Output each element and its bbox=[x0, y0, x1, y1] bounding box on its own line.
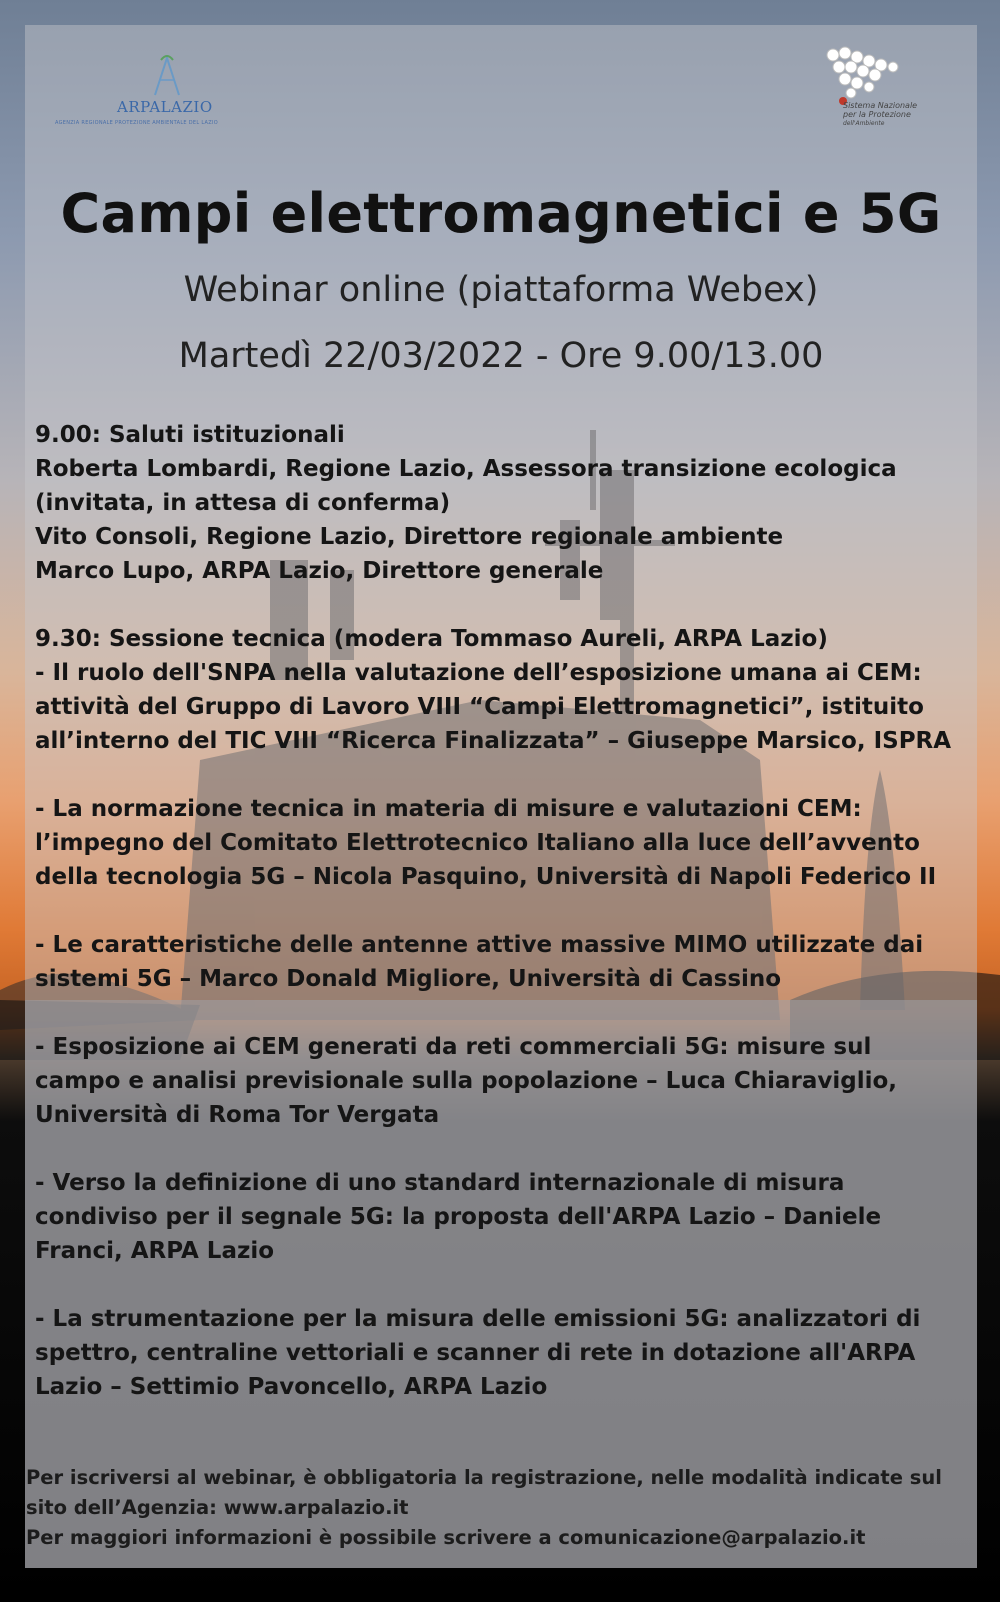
arpa-a-logo-icon bbox=[55, 50, 285, 100]
talk-line: campo e analisi previsionale sulla popolazione – Luca Chiaraviglio, bbox=[35, 1068, 898, 1094]
talk-line: spettro, centraline vettoriali e scanner di rete in dotazione all'ARPA bbox=[35, 1340, 916, 1366]
snpa-line-2: per la Protezione bbox=[843, 110, 911, 119]
footer-info bbox=[26, 1463, 976, 1553]
opening-heading: 9.00: Saluti istituzionali bbox=[35, 422, 345, 448]
talk-line: - Il ruolo dell'SNPA nella valutazione dell’esposizione umana ai CEM: bbox=[35, 660, 922, 686]
talk-line: Franci, ARPA Lazio bbox=[35, 1238, 275, 1264]
arpalazio-tagline: AGENZIA REGIONALE PROTEZIONE AMBIENTALE DEL LAZIO bbox=[55, 120, 218, 126]
talk-line: l’impegno del Comitato Elettrotecnico Italiano alla luce dell’avvento bbox=[35, 830, 920, 856]
arpalazio-name: ARPALAZIO bbox=[117, 98, 213, 116]
event-platform: Webinar online (piattaforma Webex) bbox=[183, 270, 819, 310]
talk-line: sistemi 5G – Marco Donald Migliore, Università di Cassino bbox=[35, 966, 782, 992]
talk-line: - Verso la definizione di uno standard internazionale di misura bbox=[35, 1170, 845, 1196]
session-heading: 9.30: Sessione tecnica (modera Tommaso Aureli, ARPA Lazio) bbox=[35, 626, 828, 652]
info-line bbox=[26, 1523, 976, 1553]
website-link[interactable]: www.arpalazio.it bbox=[223, 1496, 409, 1519]
program-list bbox=[35, 418, 975, 1404]
arpalazio-logo bbox=[55, 50, 285, 130]
snpa-line-3: dell'Ambiente bbox=[843, 120, 885, 127]
opening-speaker: Marco Lupo, ARPA Lazio, Direttore generale bbox=[35, 558, 604, 584]
talk-line: attività del Gruppo di Lavoro VIII “Campi Elettromagnetici”, istituito bbox=[35, 694, 924, 720]
talk-line: - La normazione tecnica in materia di misure e valutazioni CEM: bbox=[35, 796, 862, 822]
talk-line: della tecnologia 5G – Nicola Pasquino, Università di Napoli Federico II bbox=[35, 864, 937, 890]
snpa-line-1: Sistema Nazionale bbox=[843, 101, 918, 110]
talk-line: Lazio – Settimio Pavoncello, ARPA Lazio bbox=[35, 1374, 548, 1400]
talk-line: - La strumentazione per la misura delle emissioni 5G: analizzatori di bbox=[35, 1306, 921, 1332]
talk-line: - Esposizione ai CEM generati da reti commerciali 5G: misure sul bbox=[35, 1034, 872, 1060]
opening-speaker: Roberta Lombardi, Regione Lazio, Assessora transizione ecologica bbox=[35, 456, 897, 482]
registration-text: Per iscriversi al webinar, è obbligatoria la registrazione, nelle modalità indicate sul bbox=[26, 1466, 942, 1489]
snpa-dots-logo-icon bbox=[825, 45, 905, 105]
talk-line: condiviso per il segnale 5G: la proposta dell'ARPA Lazio – Daniele bbox=[35, 1204, 882, 1230]
info-prefix: Per maggiori informazioni è possibile scrivere a bbox=[26, 1526, 559, 1549]
registration-site-line bbox=[26, 1493, 976, 1523]
opening-speaker: Vito Consoli, Regione Lazio, Direttore regionale ambiente bbox=[35, 524, 784, 550]
talk-line: - Le caratteristiche delle antenne attive massive MIMO utilizzate dai bbox=[35, 932, 924, 958]
email-link[interactable]: comunicazione@arpalazio.it bbox=[558, 1526, 866, 1549]
talk-line: Università di Roma Tor Vergata bbox=[35, 1102, 440, 1128]
event-title: Campi elettromagnetici e 5G bbox=[60, 182, 942, 245]
event-date: Martedì 22/03/2022 - Ore 9.00/13.00 bbox=[178, 336, 824, 376]
registration-site-prefix: sito dell’Agenzia: bbox=[26, 1496, 224, 1519]
opening-speaker: (invitata, in attesa di conferma) bbox=[35, 490, 451, 516]
talk-line: all’interno del TIC VIII “Ricerca Finalizzata” – Giuseppe Marsico, ISPRA bbox=[35, 728, 952, 754]
snpa-logo bbox=[825, 45, 960, 135]
